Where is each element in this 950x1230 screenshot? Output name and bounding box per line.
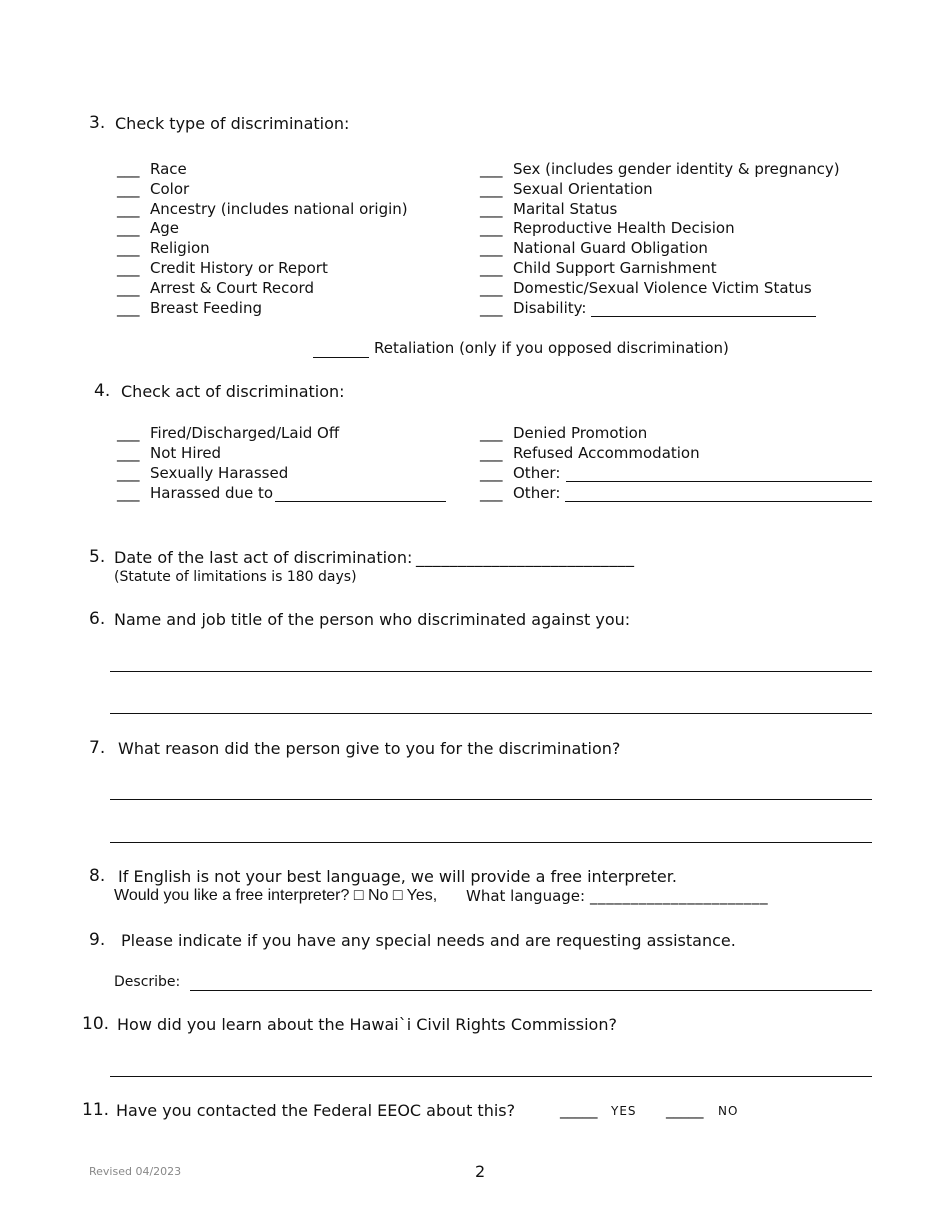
q3-right-checkbox-blank[interactable]: ___: [480, 160, 503, 178]
q3-left-option-label: Color: [150, 179, 190, 198]
q4-left-checkbox-blank[interactable]: ___: [117, 464, 140, 482]
q3-left-option-label: Breast Feeding: [150, 298, 262, 317]
q3-left-option-label: Religion: [150, 239, 210, 258]
q3-number: 3.: [89, 113, 106, 133]
q4-right-checkbox-blank[interactable]: ___: [480, 484, 503, 502]
q7-answer-line-1[interactable]: [110, 799, 872, 800]
q9-describe-input-line[interactable]: [190, 990, 872, 991]
q3-left-option-label: Ancestry (includes national origin): [150, 199, 408, 218]
q4-right-checkbox-blank[interactable]: ___: [480, 464, 503, 482]
q11-title: Have you contacted the Federal EEOC about this?: [116, 1101, 516, 1120]
q7-number: 7.: [89, 738, 106, 758]
q4-left-option-label: Not Hired: [150, 444, 222, 462]
q4-right-checkbox-blank[interactable]: ___: [480, 444, 503, 462]
q3-left-option-label: Arrest & Court Record: [150, 278, 314, 297]
q6-number: 6.: [89, 609, 106, 629]
q11-yes-blank[interactable]: _____: [560, 1101, 598, 1119]
q3-right-checkbox-blank[interactable]: ___: [480, 179, 503, 198]
q4-number: 4.: [94, 381, 111, 401]
q4-left-checkbox-blank[interactable]: ___: [117, 444, 140, 462]
q4-left-option-label: Sexually Harassed: [150, 464, 289, 482]
q4-right-option-label: Other:: [513, 484, 561, 502]
q11-number: 11.: [82, 1100, 110, 1120]
q4-right-option-label: Denied Promotion: [513, 424, 648, 442]
q11-no-blank[interactable]: _____: [666, 1101, 704, 1119]
q3-right-checkbox-blank[interactable]: ___: [480, 278, 503, 297]
q3-right-option-label: Marital Status: [513, 199, 618, 218]
q4-left-checkbox-blank[interactable]: ___: [117, 484, 140, 502]
q3-left-option-label: Age: [150, 219, 180, 238]
q7-title: What reason did the person give to you for the discrimination?: [118, 739, 621, 758]
q3-left-checkbox-blank[interactable]: ___: [117, 160, 140, 178]
q10-number: 10.: [82, 1014, 110, 1034]
q5-note: (Statute of limitations is 180 days): [114, 569, 357, 585]
q4-right-checkbox-blank[interactable]: ___: [480, 424, 503, 442]
harassed-due-to-input-line[interactable]: [275, 501, 446, 502]
q8-language-label: What language:: [466, 887, 586, 905]
q9-title: Please indicate if you have any special needs and are requesting assistance.: [121, 931, 736, 950]
q4-title: Check act of discrimination:: [121, 382, 345, 401]
retaliation-checkbox-line[interactable]: [313, 357, 369, 358]
q3-left-checkbox-blank[interactable]: ___: [117, 239, 140, 258]
q3-left-checkbox-blank[interactable]: ___: [117, 199, 140, 218]
q6-answer-line-1[interactable]: [110, 671, 872, 672]
q3-left-checkbox-blank[interactable]: ___: [117, 219, 140, 238]
revised-date: Revised 04/2023: [89, 1165, 182, 1178]
q5-title: Date of the last act of discrimination:: [114, 548, 413, 567]
q3-left-checkbox-blank[interactable]: ___: [117, 259, 140, 277]
other-1-input-line[interactable]: [566, 481, 872, 482]
q3-right-option-label: Reproductive Health Decision: [513, 219, 735, 238]
q3-right-checkbox-blank[interactable]: ___: [480, 239, 503, 258]
q4-left-option-label: Harassed due to: [150, 484, 274, 502]
q4-right-option-label: Other:: [513, 464, 561, 482]
q9-number: 9.: [89, 930, 106, 950]
q3-title: Check type of discrimination:: [115, 114, 350, 133]
q11-no-label: NO: [718, 1104, 739, 1118]
other-2-input-line[interactable]: [565, 501, 872, 502]
disability-input-line[interactable]: [591, 316, 816, 317]
q5-date-blank[interactable]: __________________________: [416, 548, 635, 567]
q5-number: 5.: [89, 547, 106, 567]
q3-right-option-label: National Guard Obligation: [513, 239, 708, 258]
q4-left-option-label: Fired/Discharged/Laid Off: [150, 424, 340, 442]
q8-interpreter-question[interactable]: Would you like a free interpreter? □ No □ Yes,: [114, 887, 438, 904]
q3-left-checkbox-blank[interactable]: ___: [117, 179, 140, 198]
q7-answer-line-2[interactable]: [110, 842, 872, 843]
q3-right-checkbox-blank[interactable]: ___: [480, 298, 503, 317]
q8-title: If English is not your best language, we will provide a free interpreter.: [118, 867, 677, 886]
q10-title: How did you learn about the Hawai`i Civil Rights Commission?: [117, 1015, 617, 1034]
retaliation-label: Retaliation (only if you opposed discrimination): [374, 339, 729, 357]
q3-right-option-label: Sexual Orientation: [513, 179, 653, 198]
q4-left-checkbox-blank[interactable]: ___: [117, 424, 140, 442]
q3-right-checkbox-blank[interactable]: ___: [480, 219, 503, 238]
q3-right-option-label: Disability:: [513, 298, 587, 317]
q3-right-checkbox-blank[interactable]: ___: [480, 199, 503, 218]
page-number: 2: [475, 1162, 486, 1181]
q8-language-blank[interactable]: ______________________: [590, 887, 769, 905]
q8-number: 8.: [89, 866, 106, 886]
q6-answer-line-2[interactable]: [110, 713, 872, 714]
q3-right-option-label: Child Support Garnishment: [513, 259, 717, 277]
q3-right-checkbox-blank[interactable]: ___: [480, 259, 503, 277]
q3-left-checkbox-blank[interactable]: ___: [117, 278, 140, 297]
q3-right-option-label: Sex (includes gender identity & pregnancy): [513, 160, 840, 178]
q3-left-checkbox-blank[interactable]: ___: [117, 298, 140, 317]
q3-right-option-label: Domestic/Sexual Violence Victim Status: [513, 278, 812, 297]
q3-left-option-label: Credit History or Report: [150, 259, 328, 277]
q4-right-option-label: Refused Accommodation: [513, 444, 700, 462]
q9-describe-label: Describe:: [114, 974, 181, 990]
q6-title: Name and job title of the person who discriminated against you:: [114, 610, 631, 629]
q10-answer-line[interactable]: [110, 1076, 872, 1077]
q11-yes-label: YES: [611, 1104, 637, 1118]
q3-left-option-label: Race: [150, 160, 187, 178]
